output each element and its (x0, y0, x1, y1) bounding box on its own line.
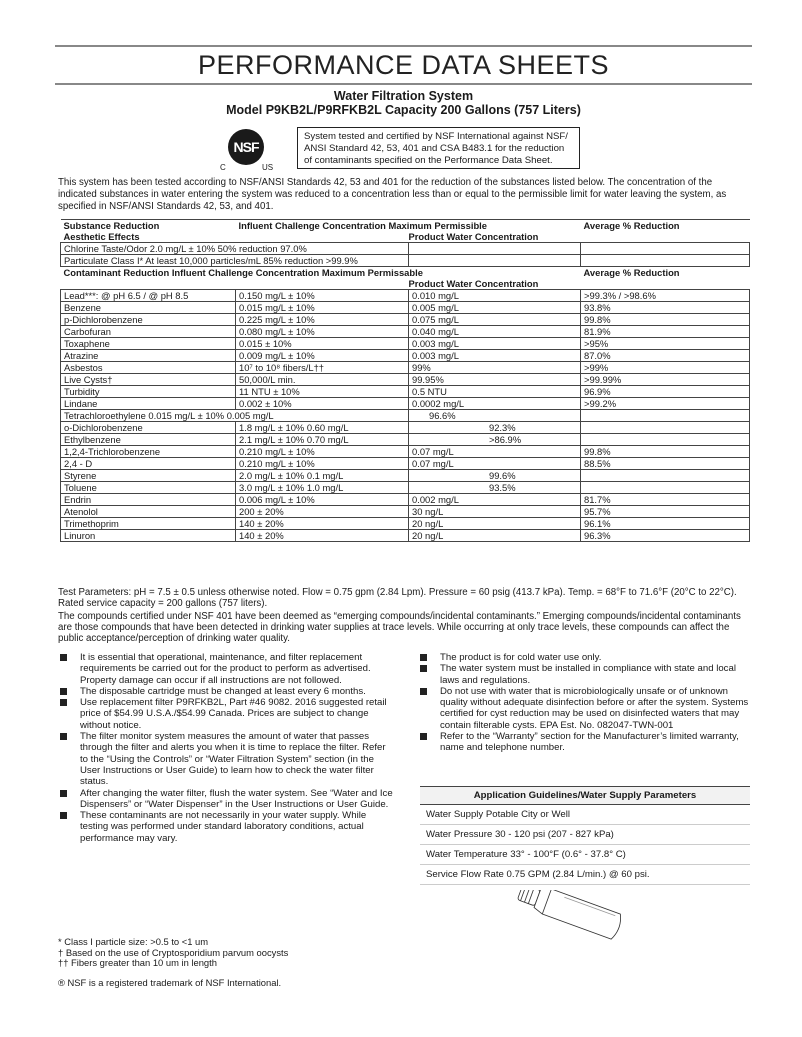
test-parameters: Test Parameters: pH = 7.5 ± 0.5 unless otherwise noted. Flow = 0.75 gpm (2.84 Lpm). Pressure = 60 psig (413.7 kPa). Temp. = 68°F to 71.6°F (20°C to 22°C). Rated service capacity = 200 gallons (757 liters). (58, 587, 737, 609)
influent-cell: 0.015 ± 10% (236, 338, 409, 350)
bullet-square-icon (60, 654, 67, 661)
table-row (61, 470, 750, 482)
header-influent: Influent Challenge Concentration Maximum Permissible (238, 220, 487, 231)
max-permissible-cell: 20 ng/L (409, 518, 581, 530)
substance-cell: o-Dichlorobenzene (61, 422, 236, 434)
footnote: †† Fibers greater than 10 um in length (58, 957, 217, 968)
influent-cell: 0.225 mg/L ± 10% (236, 314, 409, 326)
application-guidelines (420, 786, 750, 885)
substance-cell: Atenolol (61, 506, 236, 518)
influent-cell: 0.009 mg/L ± 10% (236, 350, 409, 362)
guideline-row: Service Flow Rate 0.75 GPM (2.84 L/min.) @ 60 psi. (420, 865, 750, 885)
table-row (61, 422, 750, 434)
bullet-square-icon (60, 699, 67, 706)
substance-cell: Toxaphene (61, 338, 236, 350)
substance-cell: Endrin (61, 494, 236, 506)
table-row (61, 314, 750, 326)
max-permissible-cell: 0.07 mg/L (409, 446, 581, 458)
substance-cell: Tetrachloroethylene 0.015 mg/L ± 10% 0.005 mg/L (61, 410, 409, 422)
bullet-item (58, 788, 393, 811)
guideline-row: Water Temperature 33° - 100°F (0.6° - 37.8° C) (420, 845, 750, 865)
max-permissible-cell: 99.6% (409, 470, 581, 482)
max-permissible-cell: 0.002 mg/L (409, 494, 581, 506)
table-row (61, 338, 750, 350)
influent-cell: 0.002 ± 10% (236, 398, 409, 410)
bullet-item (418, 663, 753, 686)
max-permissible-cell: 96.6% (409, 410, 581, 422)
page-title: PERFORMANCE DATA SHEETS (197, 50, 610, 80)
max-permissible-cell: 0.075 mg/L (409, 314, 581, 326)
table-row (61, 362, 750, 374)
table-row (61, 290, 750, 302)
substance-cell: 2,4 - D (61, 458, 236, 470)
influent-cell: 0.015 mg/L ± 10% (236, 302, 409, 314)
influent-cell: 10⁷ to 10⁸ fibers/L†† (236, 362, 409, 374)
substance-cell: Trimethoprim (61, 518, 236, 530)
nsf-logo-c: C (220, 163, 226, 172)
substance-cell: Lead***: @ pH 6.5 / @ pH 8.5 (61, 290, 236, 302)
substance-cell: Live Cysts† (61, 374, 236, 386)
avg-reduction-cell: 95.7% (581, 506, 750, 518)
bullet-square-icon (60, 812, 67, 819)
influent-cell: 1.8 mg/L ± 10% 0.60 mg/L (236, 422, 409, 434)
influent-cell: 2.1 mg/L ± 10% 0.70 mg/L (236, 434, 409, 446)
bullet-text: Use replacement filter P9RFKB2L, Part #46 9082. 2016 suggested retail price of $54.99 U.S.A./$54.99 Canada. Prices are subject to change without notice. (80, 697, 387, 731)
header-avg-reduction: Average % Reduction (581, 220, 750, 243)
avg-reduction-cell: 99.8% (581, 314, 750, 326)
avg-reduction-cell: >99.2% (581, 398, 750, 410)
avg-reduction-cell: >99.3% / >98.6% (581, 290, 750, 302)
max-permissible-cell: 99% (409, 362, 581, 374)
avg-reduction-cell: 88.5% (581, 458, 750, 470)
substance-cell: Linuron (61, 530, 236, 542)
influent-cell: 0.210 mg/L ± 10% (236, 458, 409, 470)
model-line: Model P9KB2L/P9RFKB2L Capacity 200 Gallons (757 Liters) (226, 103, 581, 117)
right-bullet-list (418, 652, 753, 754)
influent-cell: 140 ± 20% (236, 518, 409, 530)
table-row (61, 446, 750, 458)
bullet-square-icon (420, 654, 427, 661)
table-row (61, 410, 750, 422)
table-row (61, 458, 750, 470)
table-row (61, 386, 750, 398)
influent-cell: 200 ± 20% (236, 506, 409, 518)
bullet-text: The disposable cartridge must be changed at least every 6 months. (80, 685, 366, 697)
max-permissible-cell: 0.003 mg/L (409, 338, 581, 350)
table-row (61, 302, 750, 314)
bullet-square-icon (60, 790, 67, 797)
table-row (61, 506, 750, 518)
avg-reduction-cell: >99% (581, 362, 750, 374)
table-row (61, 398, 750, 410)
substance-cell: Asbestos (61, 362, 236, 374)
bullet-square-icon (420, 665, 427, 672)
guidelines-title: Application Guidelines/Water Supply Parameters (420, 786, 750, 805)
bullet-text: It is essential that operational, maintenance, and filter replacement requirements be carried out for the product to perform as advertised. Property damage can occur if all instructions are not followed. (80, 652, 371, 686)
bullet-item (58, 686, 393, 697)
substance-cell: Toluene (61, 482, 236, 494)
bullet-text: Do not use with water that is microbiologically unsafe or of unknown quality without adequate disinfection before or after the system. Systems certified for cyst reduction may be used on disinfected waters that may contain filterable cysts. EPA Est. No. 082047-TWN-001 (440, 685, 749, 731)
trademark-note: ® NSF is a registered trademark of NSF International. (58, 976, 282, 988)
influent-cell: 0.006 mg/L ± 10% (236, 494, 409, 506)
header-avg-reduction-2: Average % Reduction (581, 267, 750, 290)
max-permissible-cell: 0.0002 mg/L (409, 398, 581, 410)
header-product-water-2: Product Water Concentration (408, 278, 539, 289)
table-row (61, 434, 750, 446)
performance-table (60, 219, 750, 542)
avg-reduction-cell (581, 434, 750, 446)
table-row (61, 326, 750, 338)
avg-reduction-cell: 81.7% (581, 494, 750, 506)
substance-cell: 1,2,4-Trichlorobenzene (61, 446, 236, 458)
footnote: * Class I particle size: >0.5 to <1 um (58, 936, 209, 947)
bullet-text: Refer to the “Warranty” section for the Manufacturer’s limited warranty, name and telephone number. (440, 731, 739, 754)
header-contaminant: Contaminant Reduction Influent Challenge Concentration Maximum Permissable (63, 267, 423, 278)
bullet-text: The product is for cold water use only. (440, 652, 602, 663)
avg-reduction-cell: 87.0% (581, 350, 750, 362)
influent-cell: 0.080 mg/L ± 10% (236, 326, 409, 338)
bullet-text: After changing the water filter, flush the water system. See “Water and Ice Dispensers” or “Water Dispenser” in the User Instructions or User Guide. (80, 787, 393, 810)
substance-cell: Benzene (61, 302, 236, 314)
avg-reduction-cell (581, 470, 750, 482)
avg-reduction-cell (581, 422, 750, 434)
table-row (61, 255, 750, 267)
certification-box: System tested and certified by NSF International against NSF/ ANSI Standard 42, 53, 401 and CSA B483.1 for the reduction of contaminants specified on the Performance Data Sheet. (297, 127, 580, 169)
top-rule (55, 45, 752, 47)
guideline-row: Water Pressure 30 - 120 psi (207 - 827 kPa) (420, 825, 750, 845)
aesthetic-particulate: Particulate Class I* At least 10,000 particles/mL 85% reduction >99.9% (61, 255, 409, 267)
max-permissible-cell: 93.5% (409, 482, 581, 494)
avg-reduction-cell (581, 410, 750, 422)
avg-reduction-cell (581, 482, 750, 494)
avg-reduction-cell: >95% (581, 338, 750, 350)
bullet-item (418, 652, 753, 663)
bullet-text: These contaminants are not necessarily in your water supply. While testing was performed under standard laboratory conditions, actual performance may vary. (80, 810, 367, 844)
avg-reduction-cell: 96.9% (581, 386, 750, 398)
intro-paragraph: This system has been tested according to NSF/ANSI Standards 42, 53 and 401 for the reduction of the substances listed below. The concentration of the indicated substances in water entering the system was reduced to a concentration less than or equal to the permissible limit for water leaving the system, as specified in NSF/ANSI Standards 42, 53, and 401. (58, 177, 727, 212)
bullet-square-icon (420, 688, 427, 695)
max-permissible-cell: 0.07 mg/L (409, 458, 581, 470)
substance-cell: Turbidity (61, 386, 236, 398)
substance-cell: Ethylbenzene (61, 434, 236, 446)
influent-cell: 2.0 mg/L ± 10% 0.1 mg/L (236, 470, 409, 482)
bullet-square-icon (60, 688, 67, 695)
influent-cell: 3.0 mg/L ± 10% 1.0 mg/L (236, 482, 409, 494)
substance-cell: Atrazine (61, 350, 236, 362)
emerging-compounds-note: The compounds certified under NSF 401 have been deemed as “emerging compounds/incidental contaminants.” Emerging compounds/incidental contaminants are those compounds that have been detected in drinking water supplies at trace levels. While occurring at only trace levels, these compounds can affect the public acceptance/perception of drinking water quality. (58, 611, 741, 644)
table-header-contaminant (61, 267, 750, 290)
bullet-item (418, 686, 753, 731)
max-permissible-cell: 0.5 NTU (409, 386, 581, 398)
influent-cell: 0.150 mg/L ± 10% (236, 290, 409, 302)
max-permissible-cell: 0.003 mg/L (409, 350, 581, 362)
bullet-item (58, 731, 393, 787)
substance-cell: Carbofuran (61, 326, 236, 338)
influent-cell: 140 ± 20% (236, 530, 409, 542)
bullet-item (418, 731, 753, 754)
substance-cell: Styrene (61, 470, 236, 482)
max-permissible-cell: 0.010 mg/L (409, 290, 581, 302)
guideline-row: Water Supply Potable City or Well (420, 805, 750, 825)
max-permissible-cell: 30 ng/L (409, 506, 581, 518)
avg-reduction-cell: 93.8% (581, 302, 750, 314)
table-row (61, 494, 750, 506)
table-row (61, 518, 750, 530)
left-bullet-list (58, 652, 393, 844)
header-aesthetic: Aesthetic Effects (63, 231, 140, 242)
bullet-text: The water system must be installed in compliance with state and local laws and regulations. (440, 663, 736, 686)
subtitle: Water Filtration System (333, 89, 474, 103)
table-row (61, 530, 750, 542)
footnote: † Based on the use of Cryptosporidium parvum oocysts (58, 946, 289, 958)
influent-cell: 0.210 mg/L ± 10% (236, 446, 409, 458)
influent-cell: 50,000/L min. (236, 374, 409, 386)
max-permissible-cell: 99.95% (409, 374, 581, 386)
nsf-logo-us: US (262, 163, 274, 172)
avg-reduction-cell: >99.99% (581, 374, 750, 386)
nsf-logo: NSF (228, 129, 264, 165)
bullet-item (58, 652, 393, 686)
bullet-item (58, 697, 393, 731)
bullet-square-icon (420, 733, 427, 740)
header-product-water: Product Water Concentration (408, 231, 539, 242)
avg-reduction-cell: 99.8% (581, 446, 750, 458)
max-permissible-cell: 20 ng/L (409, 530, 581, 542)
substance-cell: Lindane (61, 398, 236, 410)
footnotes (58, 937, 288, 988)
avg-reduction-cell: 96.3% (581, 530, 750, 542)
filter-cartridge-illustration (498, 890, 643, 940)
max-permissible-cell: 92.3% (409, 422, 581, 434)
table-row (61, 350, 750, 362)
table-row (61, 482, 750, 494)
title-rule (55, 83, 752, 85)
substance-cell: p-Dichlorobenzene (61, 314, 236, 326)
bullet-text: The filter monitor system measures the amount of water that passes through the filter and alerts you when it is time to replace the filter. Refer to the “Using the Controls” or “Water Filtration System” section (in the User Instructions or User Guide) to learn how to check the water filter status. (80, 731, 386, 788)
max-permissible-cell: 0.040 mg/L (409, 326, 581, 338)
table-header-aesthetic (61, 220, 750, 243)
influent-cell: 11 NTU ± 10% (236, 386, 409, 398)
bullet-square-icon (60, 733, 67, 740)
max-permissible-cell: >86.9% (409, 434, 581, 446)
header-substance: Substance Reduction (63, 220, 160, 231)
avg-reduction-cell: 81.9% (581, 326, 750, 338)
bullet-item (58, 810, 393, 844)
max-permissible-cell: 0.005 mg/L (409, 302, 581, 314)
avg-reduction-cell: 96.1% (581, 518, 750, 530)
aesthetic-chlorine: Chlorine Taste/Odor 2.0 mg/L ± 10% 50% reduction 97.0% (61, 243, 409, 255)
table-row (61, 243, 750, 255)
table-row (61, 374, 750, 386)
